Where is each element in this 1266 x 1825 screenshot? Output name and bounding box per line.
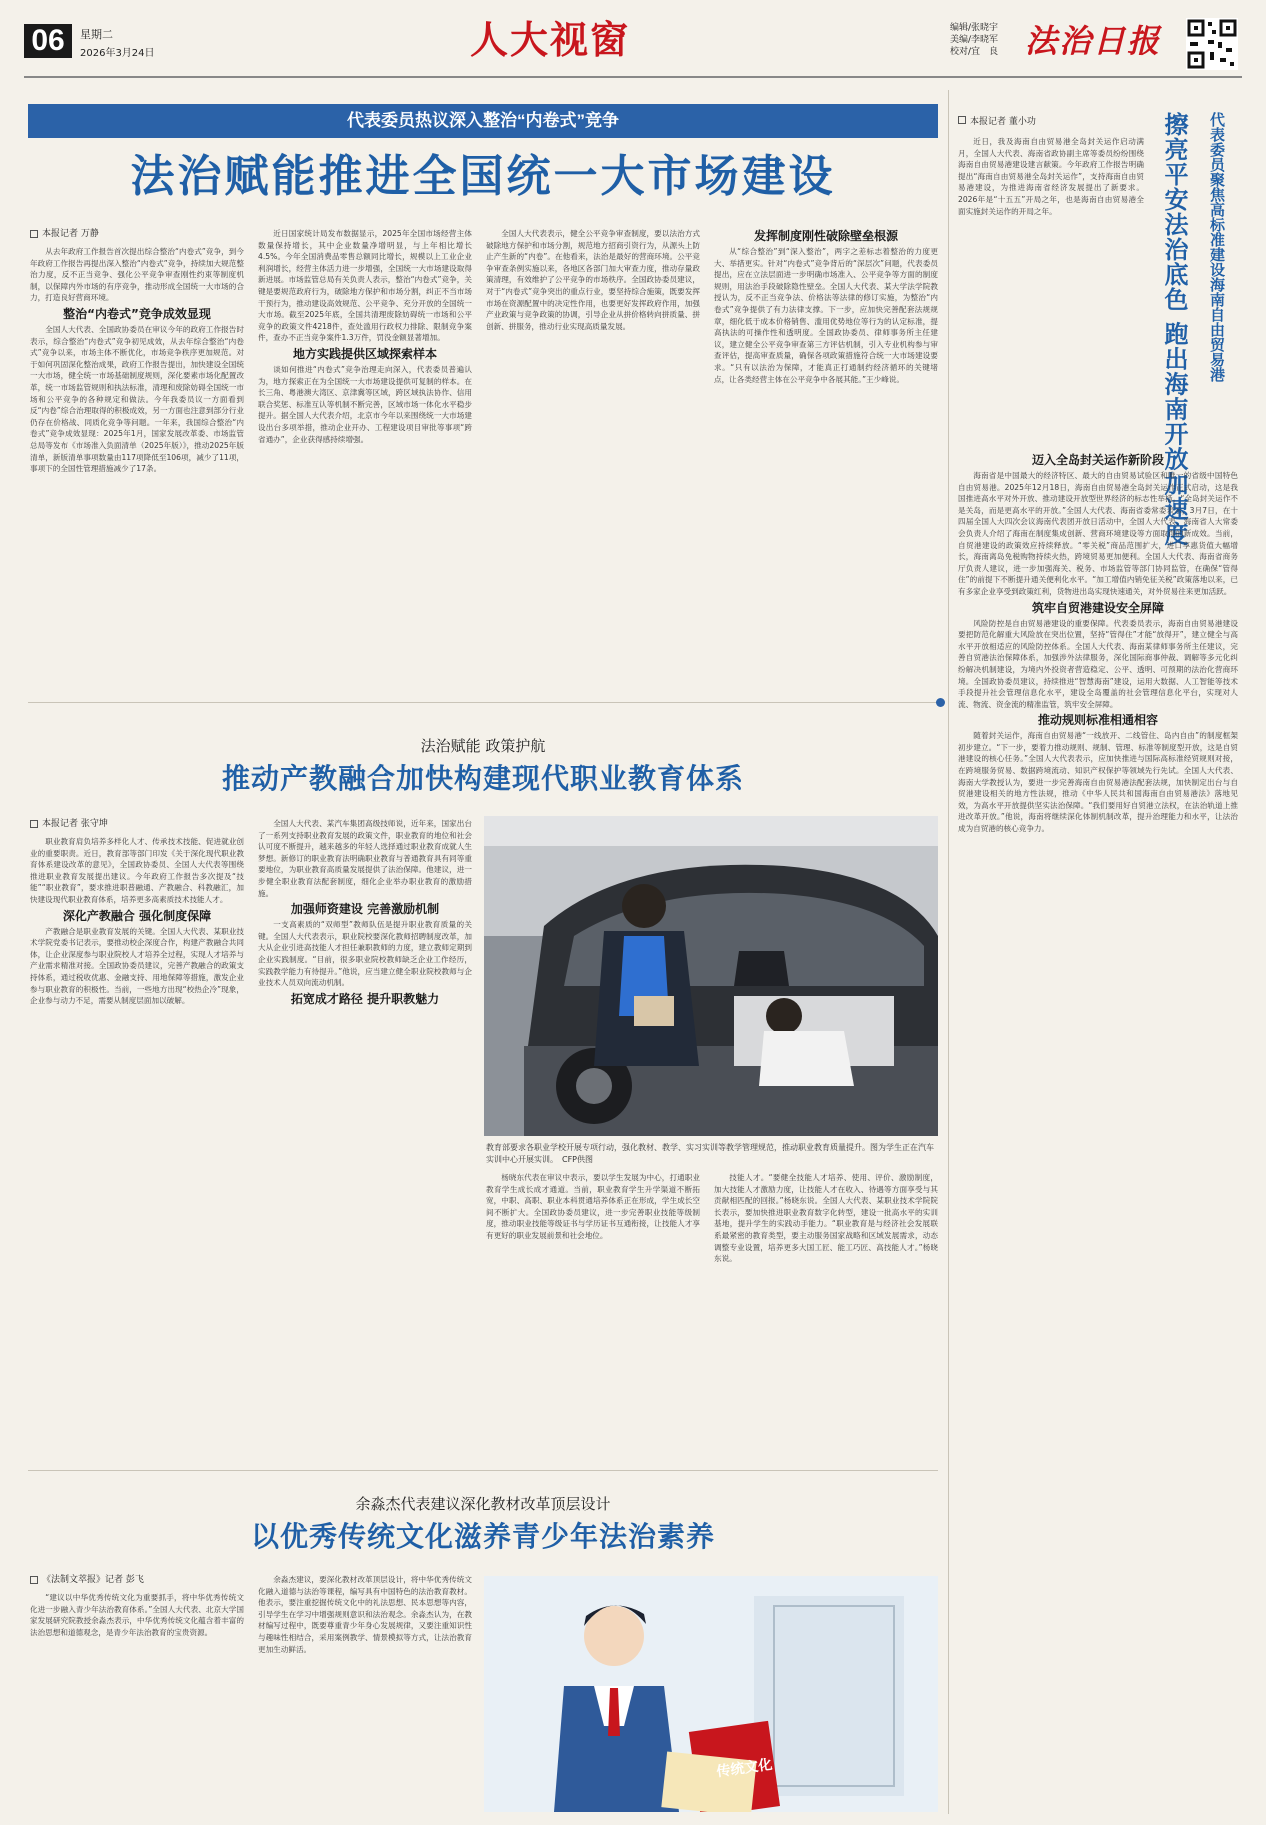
article1-byline: 本报记者 万静 (30, 228, 244, 240)
article1-col1 (30, 228, 244, 690)
sidebar-intro (958, 136, 1144, 446)
students-car-workshop-photo (484, 816, 938, 1136)
sidebar-byline: 本报记者 董小功 (958, 114, 1036, 127)
paragraph: 从“综合整治”到“深入整治”，两字之差标志着整治的力度更大、举措更实。针对“内卷式”竞争背后的“深层次”问题，代表委员提出，应在立法层面进一步明确市场准入、公平竞争等方面的制度规则，用法治手段破除隐性壁垒。全国人大代表、某大学法学院教授认为，反不正当竞争法、价格法等法律的修订实施，为整治“内卷式”竞争提供了有力法律支撑。下一步，应加快完善配套法规规章，细化低于成本价格销售、滥用优势地位等行为的认定标准，提高执法的可操作性和透明度。全国政协委员、律师事务所主任建议，建立健全公平竞争审查第三方评估机制，引入专业机构参与审查评估，提高审查质量，确保各项政策措施符合统一大市场建设要求。“只有以法治为保障，才能真正打通制约经济循环的关键堵点，让各类经营主体在公平竞争中各展其能。”王少峰说。 (714, 247, 938, 384)
section-separator (28, 702, 938, 703)
article2-col4 (714, 1172, 938, 1458)
article3-headline: 以优秀传统文化滋养青少年法治素养 (250, 1521, 715, 1552)
subheading: 地方实践提供区域探索样本 (292, 346, 437, 361)
paragraph: 全国人大代表、全国政协委员在审议今年的政府工作报告时表示，综合整治“内卷式”竞争初见成效，从去年综合整治“内卷式”竞争以来，市场主体不断优化，市场竞争秩序更加规范。对于如何巩固深化整治成果，政府工作报告提出，加快建设全国统一大市场，健全统一市场基础制度规则，深化要素市场化配置改革，统一市场监管规则和执法标准，清理和废除妨碍全国统一市场和公平竞争的各种规定和做法。今年我委员议一方面看到反“内卷”综合治理取得的积极成效，另一方面也注意到部分行业仍存在价格战、同质化竞争等问题。一年来，我国综合整治“内卷式”竞争成效显现：2025年1月，国家发展改革委、市场监管总局等发布《市场准入负面清单（2025年版）》，推动2025年版清单，新版清单事项数量由117项降低至106项，减少了11项，事项下的全国性管理措施减少了17条。 (30, 324, 244, 474)
paragraph: 余淼杰建议，要深化教材改革顶层设计，将中华优秀传统文化融入道德与法治等课程，编写具有中国特色的法治教育教材。他表示，要注重挖掘传统文化中的礼法思想、民本思想等内容，引导学生在学习中增强规则意识和法治观念。余淼杰认为，在教材编写过程中，既要尊重青少年身心发展规律，又要注重知识性与趣味性相结合，采用案例教学、情景模拟等方式，让法治教育更加生动鲜活。 (258, 1575, 472, 1654)
editor-credits: 编辑/张晓宇 美编/李晓军 校对/宜 良 (950, 23, 999, 57)
weekday: 星期二 (80, 28, 113, 41)
paragraph: 风险防控是自由贸易港建设的重要保障。代表委员表示，海南自由贸易港建设要把防范化解重大风险放在突出位置，坚持“管得住”才能“放得开”，建立健全与高水平开放相适应的风险防控体系。全国人大代表、海南某律师事务所主任建议，完善自贸港法治保障体系，加强涉外法律服务，深化国际商事仲裁、调解等多元化纠纷解决机制建设，为境内外投资者营造稳定、公平、透明、可预期的法治化营商环境。全国政协委员建议，持续推进“智慧海南”建设，运用大数据、人工智能等技术手段提升社会管理信息化水平，建设全岛覆盖的社会管理信息化平台，实现对人流、物流、资金流的精准监管，筑牢安全屏障。 (958, 618, 1238, 709)
article2-col1 (30, 818, 244, 1458)
article2-col3 (486, 1172, 700, 1458)
book-label: 传统文化 (715, 1755, 774, 1780)
subheading: 加强师资建设 完善激励机制 (290, 902, 440, 917)
article1-banner: 代表委员热议深入整治“内卷式”竞争 (28, 104, 938, 138)
article3-col1 (30, 1574, 244, 1814)
subheading: 整治“内卷式”竞争成效显现 (63, 306, 211, 321)
paragraph: 全国人大代表表示，健全公平竞争审查制度，要以法治方式破除地方保护和市场分割，规范地方招商引资行为，从源头上防止产生新的“内卷”。在他看来，法治是最好的营商环境。公平竞争审查条例实施以来，各地区各部门加大审查力度，推动存量政策清理，有效维护了公平竞争的市场秩序。全国政协委员建议，对于“内卷式”竞争突出的重点行业，要坚持综合施策，既要发挥市场在资源配置中的决定性作用，也要更好发挥政府作用，加强产业政策与竞争政策的协调，引导企业从拼价格转向拼质量、拼创新、拼服务，推动行业实现高质量发展。 (486, 229, 700, 331)
subheading: 迈入全岛封关运作新阶段 (1031, 453, 1164, 467)
photo-caption: 教育部要求各职业学校开展专项行动，强化教材、教学、实习实训等教学管理规范，推动职业教育质量提升。图为学生正在汽车实训中心开展实训。 CFP供图 (486, 1143, 934, 1164)
masthead-rule (24, 76, 1242, 78)
issue-date: 2026年3月24日 (80, 48, 155, 59)
section-title: 人大视窗 (470, 20, 631, 62)
subheading: 拓宽成才路径 提升职教魅力 (290, 991, 440, 1006)
paragraph: 近日国家统计局发布数据显示，2025年全国市场经营主体数量保持增长，其中企业数量净增明显，与上年相比增长4.5%。今年全国消费品零售总额同比增长，规模以上工业企业利润增长，经营主体活力进一步增强，全国统一大市场建设取得新进展。市场监管总局有关负责人表示，整治“内卷式”竞争，关键是要规范政府行为，破除地方保护和市场分割，纠正不当市场干预行为，推动建设高效规范、公平竞争、充分开放的全国统一大市场。截至2025年底，全国共清理废除妨碍统一市场和公平竞争的政策文件4218件，查处滥用行政权力排除、限制竞争案件，查办不正当竞争案件1.3万件，罚没金额显著增加。 (258, 229, 472, 343)
subheading: 推动规则标准相通相容 (1037, 713, 1158, 728)
paragraph: 近日，我及海南自由贸易港全岛封关运作启动满月，全国人大代表、海南省政协副主席等委员纷纷围绕海南自由贸易港建设建言献策。今年政府工作报告明确提出“海南自由贸易港全岛封关运作”，支持海南自由贸易港建设，为推进海南省经济发展提出了新要求。2026年是“十五五”开局之年，也是海南自由贸易港全面实施封关运作的开局之年。 (958, 137, 1144, 216)
article1-headline: 法治赋能推进全国统一大市场建设 (130, 152, 836, 201)
paragraph: 技能人才。“要健全技能人才培养、使用、评价、激励制度，加大技能人才激励力度，让技能人才在收入、待遇等方面享受与其贡献相匹配的回报。”杨晓东说。全国人大代表、某职业技术学院院长表示，要加快推进职业教育数字化转型，建设一批高水平的实训基地，提升学生的实践动手能力。“职业教育是与经济社会发展联系最紧密的教育类型，要主动服务国家战略和区域发展需求，动态调整专业设置，培养更多大国工匠、能工巧匠、高技能人才。”杨晓东说。 (714, 1173, 938, 1264)
qr-code-icon (1186, 18, 1238, 70)
article2-kicker: 法治赋能 政策护航 (420, 737, 546, 755)
subheading: 发挥制度刚性破除壁垒根源 (753, 229, 898, 243)
article2-byline: 本报记者 张守坤 (30, 818, 244, 830)
article3-byline: 《法制文萃报》记者 彭飞 (30, 1574, 244, 1586)
paragraph: “建议以中华优秀传统文化为重要抓手，将中华优秀传统文化进一步融入青少年法治教育体系。”全国人大代表、北京大学国家发展研究院教授余淼杰表示，中华优秀传统文化蕴含着丰富的法治思想和道德观念，是青少年法治教育的宝贵资源。 (30, 1593, 244, 1637)
sidebar-divider (948, 90, 949, 1814)
paragraph: 产教融合是职业教育发展的关键。全国人大代表、某职业技术学院党委书记表示，要推动校企深度合作，构建产教融合共同体，让企业深度参与职业院校人才培养全过程，实现人才培养与产业需求精准对接。全国政协委员建议，完善产教融合的政策支持体系，通过税收优惠、金融支持、用地保障等措施，激发企业参与职业教育的积极性。当前，一些地方出现“校热企冷”现象，企业参与动力不足，需要从制度层面加以破解。 (30, 926, 244, 1006)
paragraph: 一支高素质的“双师型”教师队伍是提升职业教育质量的关键。全国人大代表表示，职业院校要深化教师招聘制度改革，加大从企业引进高技能人才担任兼职教师的力度，建立教师定期到企业实践制度。“目前，很多职业院校教师缺乏企业工作经历，实践教学能力有待提升。”他说，应当建立健全职业院校教师与企业技术人员双向流动机制。 (258, 920, 472, 988)
article1-col3 (486, 228, 700, 690)
article2-headline: 推动产教融合加快构建现代职业教育体系 (221, 763, 744, 794)
article3-col2 (258, 1574, 472, 1814)
paragraph: 杨晓东代表在审议中表示，要以学生发展为中心，打通职业教育学生成长成才通道。当前，职业教育学生升学渠道不断拓宽，中职、高职、职业本科贯通培养体系正在形成，学生成长空间不断扩大。全国政协委员建议，进一步完善职业技能等级制度，推动职业技能等级证书与学历证书互通衔接，让技能人才享有更好的职业发展前景和社会地位。 (486, 1173, 700, 1240)
sidebar-body (958, 452, 1238, 1814)
article1-col2 (258, 228, 472, 690)
section-separator (28, 1470, 938, 1471)
article2-col2 (258, 818, 472, 1458)
paper-logo: 法治日报 (1025, 22, 1162, 60)
article3-kicker: 余淼杰代表建议深化教材改革顶层设计 (355, 1495, 611, 1513)
sidebar-vertical-title-large: 擦亮平安法治底色 跑出海南开放加速度 (1160, 112, 1188, 547)
page-number: 06 (24, 24, 72, 58)
sidebar-vertical-title-small: 代表委员聚焦高标准建设海南自由贸易港 (1208, 112, 1226, 382)
paragraph: 海南省是中国最大的经济特区、最大的自由贸易试验区和唯一的省级中国特色自由贸易港。2025年12月18日，海南自由贸易港全岛封关运作正式启动，这是我国推进高水平对外开放、推动建设开放型世界经济的标志性举措。“全岛封关运作不是关岛，而是更高水平的开放。”全国人大代表、海南省委常委表示，3月7日，在十四届全国人大四次会议海南代表团开放日活动中，全国人大代表、海南省人大常委会负责人介绍了海南在制度集成创新、营商环境建设等方面取得的新成效。当前，自贸港建设的政策效应持续释放。“零关税”商品范围扩大，进口享惠货值大幅增长，海南离岛免税购物持续火热，跨境贸易更加便利。全国人大代表、海南省商务厅负责人建议，进一步加强海关、税务、市场监管等部门协同监管，在确保“管得住”的前提下不断提升通关便利化水平。“加工增值内销免征关税”政策落地以来，已有多家企业享受到政策红利，货物进出岛实现快速通关，对外贸易往来更加活跃。 (958, 471, 1238, 596)
subheading: 深化产教融合 强化制度保障 (62, 908, 212, 923)
paragraph: 职业教育肩负培养多样化人才、传承技术技能、促进就业创业的重要职责。近日，教育部等部门印发《关于深化现代职业教育体系建设改革的意见》，全国政协委员、全国人大代表等围绕推进职业教育发展提出建议。今年政府工作报告多次提及“技能”“职业教育”，要求推进职普融通、产教融合、科教融汇，加快建设现代职业教育体系，培养更多高素质技术技能人才。 (30, 837, 244, 904)
paragraph: 随着封关运作，海南自由贸易港“一线放开、二线管住、岛内自由”的制度框架初步建立。“下一步，要着力推动规则、规制、管理、标准等制度型开放，这是自贸港建设的核心任务。”全国人大代表表示，应加快推进与国际高标准经贸规则对接，在跨境服务贸易、数据跨境流动、知识产权保护等领域先行先试。全国人大代表、海南大学教授认为，要进一步完善海南自由贸易港法配套法规，加快制定出台与自贸港建设相关的地方性法规，推动《中华人民共和国海南自由贸易港法》落地见效，为高水平开放提供坚实法治保障。“我们要用好自贸港立法权，在法治轨道上推进改革开放。”他说，海南将继续深化体制机制改革，提升治理能力和水平，让法治成为自贸港的核心竞争力。 (958, 731, 1238, 834)
paragraph: 全国人大代表、某汽车集团高级技师说，近年来，国家出台了一系列支持职业教育发展的政策文件，职业教育的地位和社会认可度不断提升，越来越多的年轻人选择通过职业教育成就人生梦想。新修订的职业教育法明确职业教育与普通教育具有同等重要地位，为职业教育高质量发展提供了法治保障。他建议，进一步健全职业教育法配套制度，细化企业举办职业教育的激励措施。 (258, 819, 472, 898)
article1-col4 (714, 228, 938, 690)
paragraph: 从去年政府工作报告首次提出综合整治“内卷式”竞争，到今年政府工作报告再提出深入整治“内卷式”竞争，持续加大规范整治力度，反不正当竞争、强化公平竞争审查刚性约束等制度机制，以保障内外市场的有序竞争，推动形成全国统一大市场的合力，打造良好营商环境。 (30, 247, 244, 303)
paragraph: 谈如何推进“内卷式”竞争治理走向深入，代表委员普遍认为，地方探索正在为全国统一大市场建设提供可复制的样本。在长三角、粤港澳大湾区、京津冀等区域，跨区域执法协作、信用联合奖惩、标准互认等机制不断完善，区域市场一体化水平稳步提升。据全国人大代表介绍，北京市今年以来围绕统一大市场建设出台多项举措，推动企业开办、工程建设项目审批等事项“跨省通办”，企业获得感持续增强。 (258, 364, 472, 444)
separator-dot (936, 698, 945, 707)
subheading: 筑牢自贸港建设安全屏障 (1031, 600, 1164, 615)
student-reading-illustration (484, 1576, 938, 1812)
